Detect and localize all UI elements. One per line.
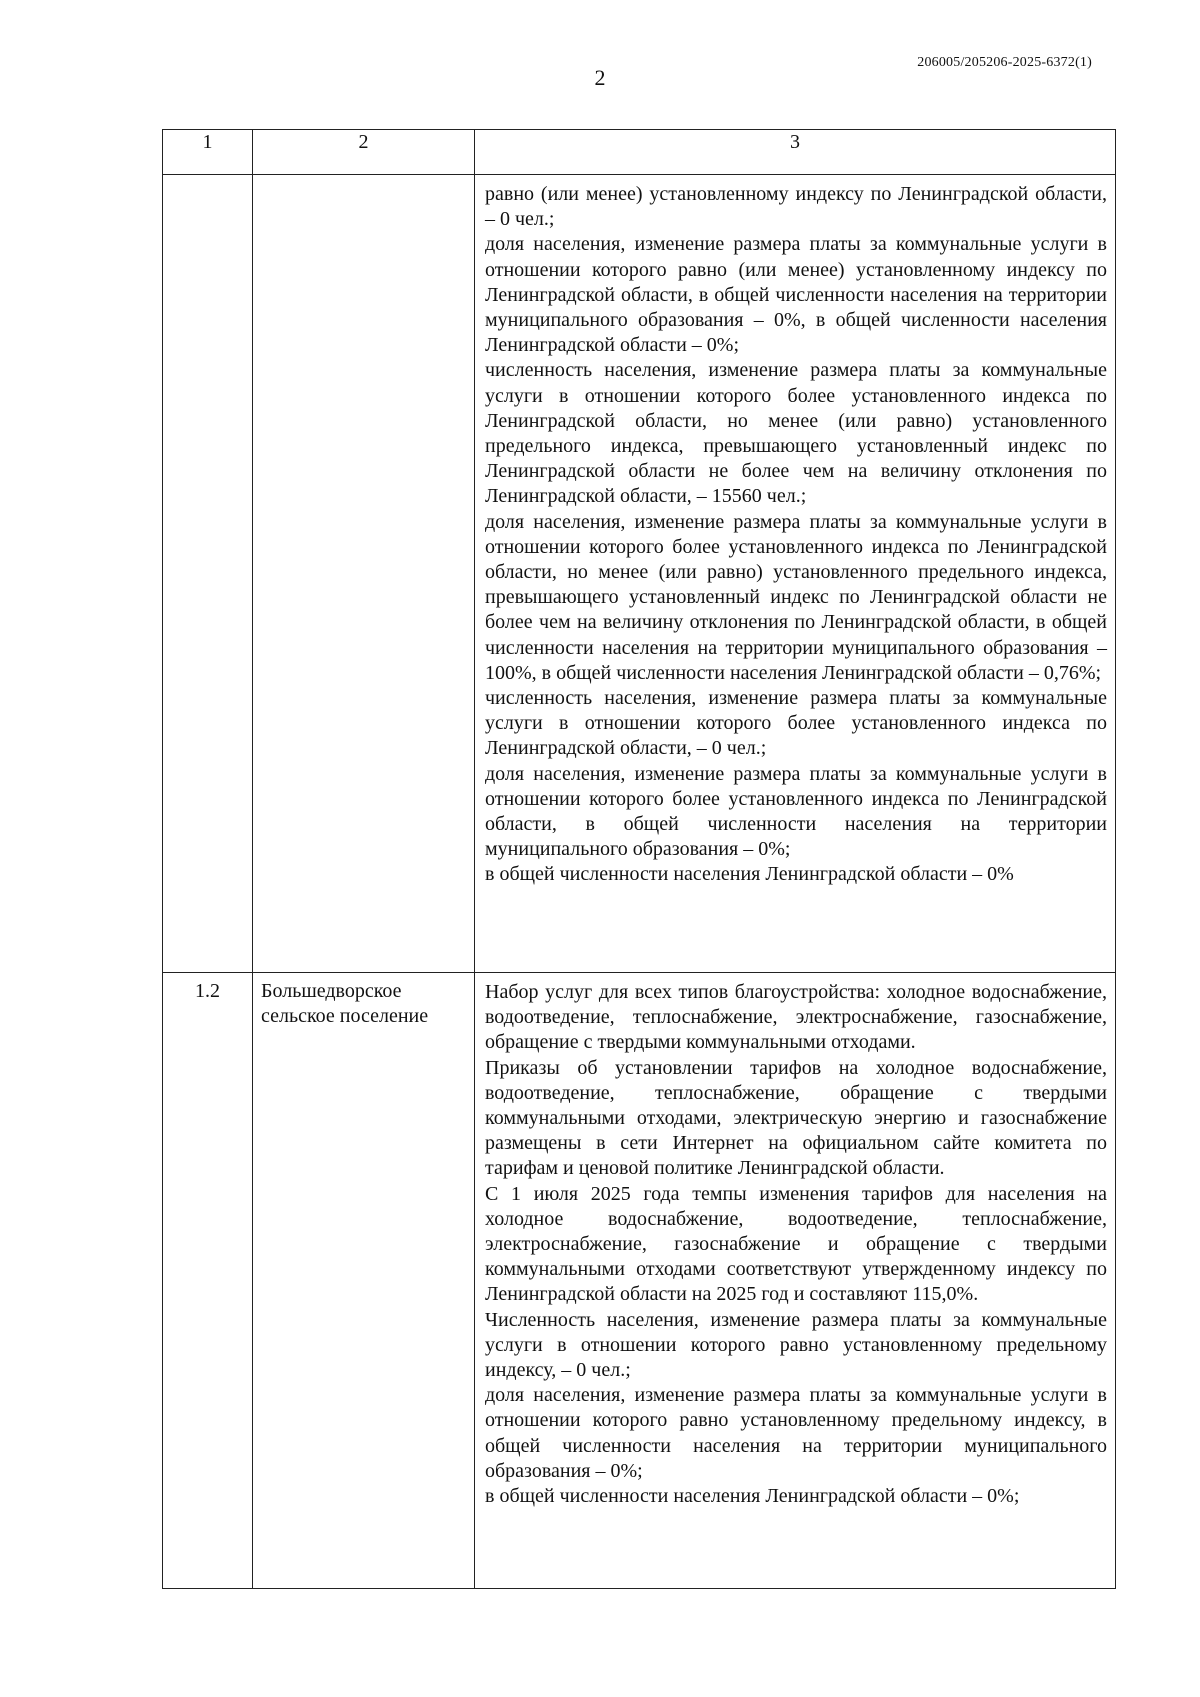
paragraph: численность населения, изменение размера платы за коммунальные услуги в отношении которого более установленного индекса по Ленинградской области, но менее (или равно) установленного предельного индекса, превышающего установленный индекс по Ленинградской области не более чем на величину отклонения по Ленинградской области, – 15560 чел.;: [485, 359, 1107, 508]
paragraph: доля населения, изменение размера платы за коммунальные услуги в отношении которого более установленного индекса по Ленинградской области, но менее (или равно) установленного предельного индекса, превышающего установленный индекс по Ленинградской области не более чем на величину отклонения по Ленинградской области, в общей численности населения на территории муниципального образования – 100%, в общей численности населения Ленинградской области – 0,76%;: [485, 510, 1107, 684]
description-cell: [475, 175, 1116, 973]
paragraph: Набор услуг для всех типов благоустройства: холодное водоснабжение, водоотведение, теплоснабжение, электроснабжение, газоснабжение, обращение с твердыми коммунальными отходами.: [485, 981, 1107, 1054]
paragraph: доля населения, изменение размера платы за коммунальные услуги в отношении которого равно (или менее) установленному индексу по Ленинградской области, в общей численности населения на территории муниципального образования – 0%, в общей численности населения Ленинградской области – 0%;: [485, 233, 1107, 357]
paragraph: доля населения, изменение размера платы за коммунальные услуги в отношении которого более установленного индекса по Ленинградской области, в общей численности населения на территории муниципального образования – 0%;: [485, 762, 1107, 861]
paragraph: равно (или менее) установленному индексу по Ленинградской области, – 0 чел.;: [485, 183, 1107, 231]
column-header-1: 1: [163, 130, 253, 175]
document-id: 206005/205206-2025-6372(1): [917, 55, 1092, 70]
paragraph: доля населения, изменение размера платы за коммунальные услуги в отношении которого равно установленному предельному индексу, в общей численности населения на территории муниципального образования – 0%;: [485, 1384, 1107, 1482]
description-cell: [475, 973, 1116, 1589]
row-number-cell: 1.2: [163, 973, 253, 1589]
paragraph: Приказы об установлении тарифов на холодное водоснабжение, водоотведение, теплоснабжение, обращение с твердыми коммунальными отходами, электрическую энергию и газоснабжение размещены в сети Интернет на официальном сайте комитета по тарифам и ценовой политике Ленинградской области.: [485, 1056, 1107, 1180]
paragraph: С 1 июля 2025 года темпы изменения тарифов для населения на холодное водоснабжение, водоотведение, теплоснабжение, электроснабжение, газоснабжение и обращение с твердыми коммунальными отходами соответствуют утвержденному индексу по Ленинградской области на 2025 год и составляют 115,0%.: [485, 1182, 1107, 1306]
paragraph: в общей численности населения Ленинградской области – 0%;: [485, 1485, 1020, 1508]
data-table: [162, 129, 1116, 1589]
row-number-cell: [163, 175, 253, 973]
settlement-name-cell: Большедворское сельское поселение: [253, 973, 475, 1589]
table-row: [163, 973, 1116, 1589]
column-header-3: 3: [475, 130, 1116, 175]
paragraph: численность населения, изменение размера платы за коммунальные услуги в отношении которого более установленного индекса по Ленинградской области, – 0 чел.;: [485, 687, 1107, 760]
table-row: [163, 175, 1116, 973]
paragraph: Численность населения, изменение размера платы за коммунальные услуги в отношении которого равно установленному предельному индексу, – 0 чел.;: [485, 1308, 1107, 1382]
settlement-name-cell: [253, 175, 475, 973]
column-header-2: 2: [253, 130, 475, 175]
paragraph: в общей численности населения Ленинградской области – 0%: [485, 863, 1014, 886]
table-header-row: [163, 130, 1116, 175]
page-number: 2: [594, 65, 606, 90]
